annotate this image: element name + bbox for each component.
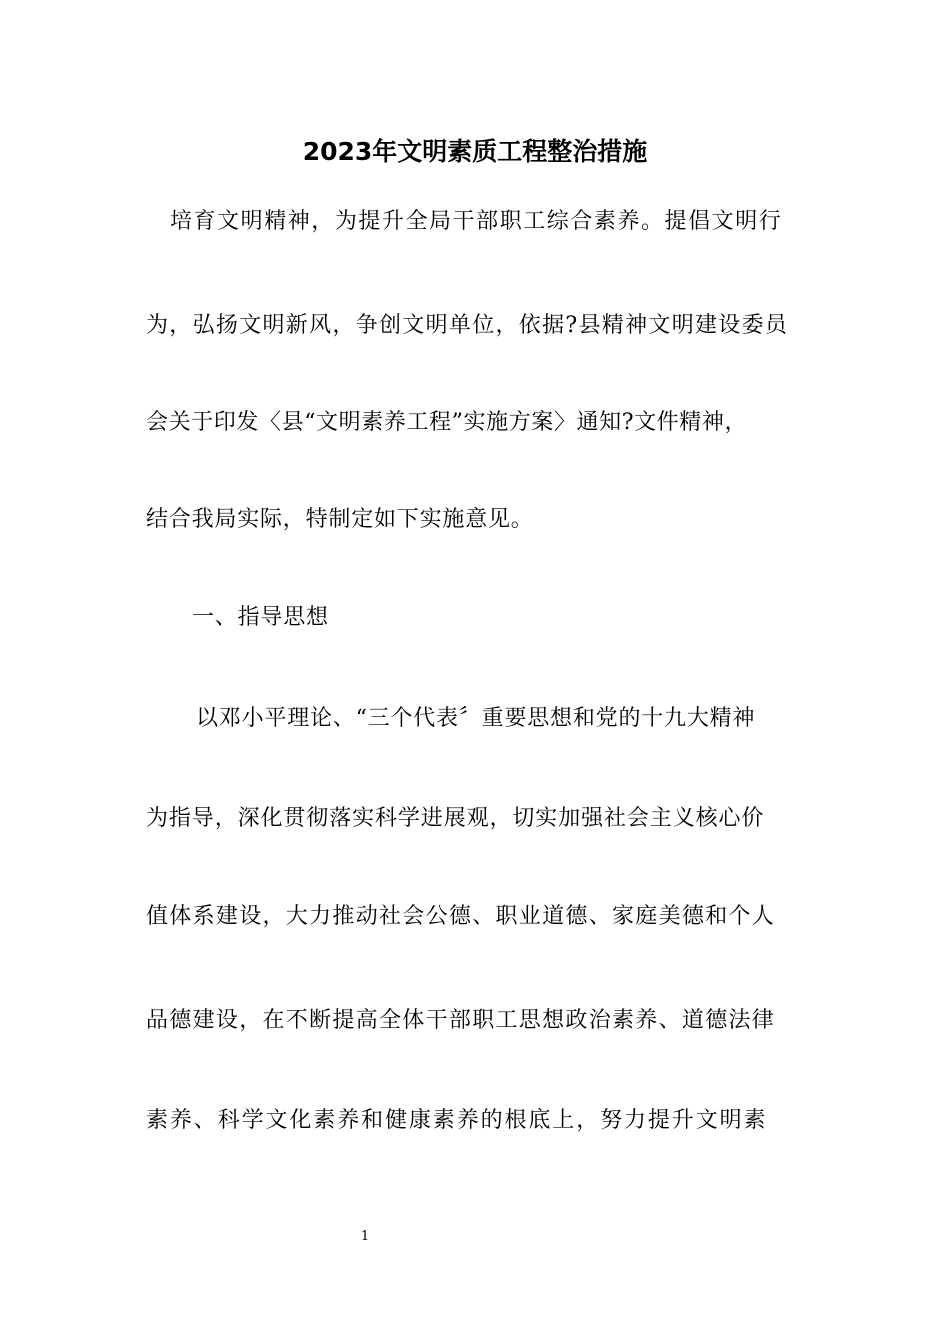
page-number: 1: [360, 1229, 370, 1244]
paragraph-line: 素养、科学文化素养和健康素养的根底上，努力提升文明素: [146, 1108, 768, 1133]
paragraph-line: 培育文明精神，为提升全局干部职工综合素养。提倡文明行: [170, 209, 783, 234]
section-heading: 一、指导思想: [192, 605, 329, 630]
paragraph-line: 品德建设，在不断提高全体干部职工思想政治素养、道德法律: [146, 1008, 776, 1033]
paragraph-line: 结合我局实际，特制定如下实施意见。: [146, 507, 534, 532]
paragraph-line: 为，弘扬文明新风，争创文明单位，依据?县精神文明建设委员: [146, 313, 789, 338]
paragraph-line: 以邓小平理论、“三个代表〞重要思想和党的十九大精神: [196, 706, 756, 731]
paragraph-line: 会关于印发〈县“文明素养工程”实施方案〉通知?文件精神，: [146, 410, 748, 435]
paragraph-line: 值体系建设，大力推动社会公德、职业道德、家庭美德和个人: [146, 904, 776, 929]
paragraph-line: 为指导，深化贯彻落实科学进展观，切实加强社会主义核心价: [146, 806, 765, 831]
document-title: 2023年文明素质工程整治措施: [302, 137, 648, 166]
